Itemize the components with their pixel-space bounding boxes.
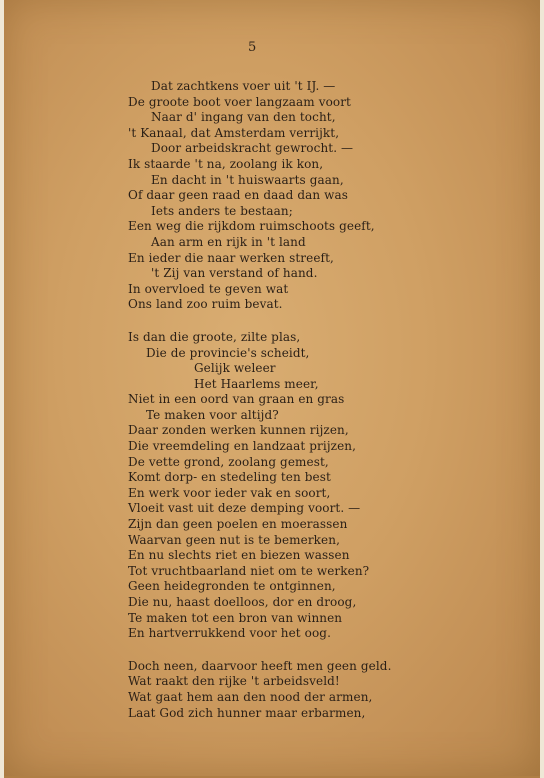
poem-line: Die vreemdeling en landzaat prijzen, — [128, 439, 357, 454]
poem-line: Tot vruchtbaarland niet om te werken? — [128, 563, 370, 578]
poem-line: Vloeit vast uit deze demping voort. — — [128, 501, 361, 516]
poem-line: Het Haarlems meer, — [194, 376, 319, 391]
poem-line: 't Zij van verstand of hand. — [151, 266, 318, 281]
poem-body — [4, 79, 540, 738]
poem-line: Te maken tot een bron van winnen — [128, 610, 343, 625]
poem-line: En dacht in 't huiswaarts gaan, — [151, 172, 344, 187]
poem-line: Die nu, haast doelloos, dor en droog, — [128, 595, 357, 609]
poem-line: Wat gaat hem aan den nood der armen, — [128, 689, 373, 704]
poem-line: Is dan die groote, zilte plas, — [128, 329, 301, 344]
poem-line: Ons land zoo ruim bevat. — [128, 297, 283, 312]
poem-line: Gelijk weleer — [194, 361, 276, 376]
poem-line: Waarvan geen nut is te bemerken, — [128, 532, 340, 547]
book-page — [4, 0, 540, 778]
poem-line: Die de provincie's scheidt, — [146, 345, 310, 360]
poem-line: Of daar geen raad en daad dan was — [128, 188, 348, 203]
poem-line: En ieder die naar werken streeft, — [128, 250, 334, 265]
poem-line: Iets anders te bestaan; — [151, 203, 293, 218]
stanza — [4, 330, 540, 642]
poem-line: Naar d' ingang van den tocht, — [151, 110, 336, 125]
poem-line: De vette grond, zoolang gemest, — [128, 454, 329, 469]
stanza — [4, 659, 540, 721]
poem-line: Zijn dan geen poelen en moerassen — [128, 517, 348, 532]
stanza — [4, 79, 540, 313]
poem-line: Laat God zich hunner maar erbarmen, — [128, 705, 366, 720]
page-number: 5 — [248, 40, 257, 55]
poem-line: De groote boot voer langzaam voort — [128, 94, 351, 109]
poem-line: Ik staarde 't na, zoolang ik kon, — [128, 156, 324, 171]
poem-line: Aan arm en rijk in 't land — [151, 234, 306, 249]
poem-line: Komt dorp- en stedeling ten best — [128, 470, 331, 485]
poem-line: En hartverrukkend voor het oog. — [128, 626, 331, 641]
poem-line: Wat raakt den rijke 't arbeidsveld! — [128, 674, 340, 689]
poem-line: Te maken voor altijd? — [146, 407, 279, 422]
poem-line: En werk voor ieder vak en soort, — [128, 485, 331, 500]
poem-line: En nu slechts riet en biezen wassen — [128, 548, 350, 563]
poem-line: Een weg die rijkdom ruimschoots geeft, — [128, 219, 375, 234]
poem-line: Door arbeidskracht gewrocht. — — [151, 141, 354, 156]
poem-line: In overvloed te geven wat — [128, 281, 289, 296]
poem-line: 't Kanaal, dat Amsterdam verrijkt, — [128, 125, 340, 140]
poem-line: Dat zachtkens voer uit 't IJ. — — [151, 79, 336, 93]
poem-line: Doch neen, daarvoor heeft men geen geld. — [128, 658, 392, 673]
poem-line: Geen heidegronden te ontginnen, — [128, 579, 336, 594]
poem-line: Niet in een oord van graan en gras — [128, 392, 345, 407]
poem-line: Daar zonden werken kunnen rijzen, — [128, 423, 349, 438]
